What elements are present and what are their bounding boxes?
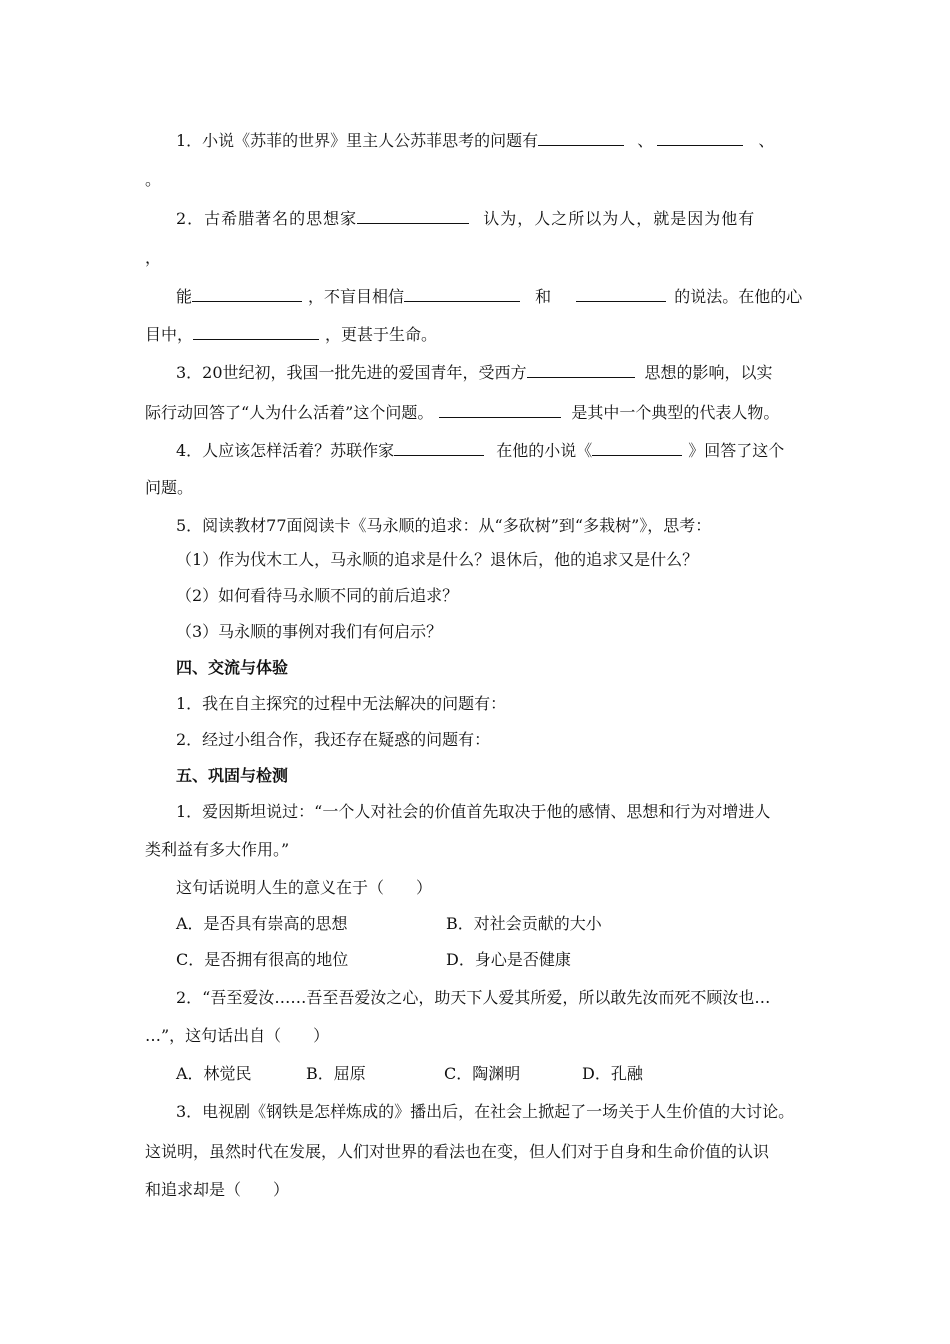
answer-blank[interactable] xyxy=(657,130,743,146)
test-1-line-2: 类利益有多大作用。” xyxy=(145,840,290,859)
test-3-line-3: 和追求却是（ ） xyxy=(145,1180,290,1199)
question-1-text: 1．小说《苏菲的世界》里主人公苏菲思考的问题有 xyxy=(176,131,539,150)
question-5-sub-1: （1）作为伐木工人，马永顺的追求是什么？退休后，他的追求又是什么？ xyxy=(176,550,699,569)
question-4-end: 问题。 xyxy=(145,478,194,497)
section-4-heading: 四、交流与体验 xyxy=(176,658,289,677)
answer-blank[interactable] xyxy=(193,324,319,340)
question-2-line-2 xyxy=(176,286,802,307)
question-2-text: 认为，人之所以为人，就是因为他有 xyxy=(483,209,756,228)
test-2-options xyxy=(176,1064,643,1084)
option-d[interactable]: D．孔融 xyxy=(582,1064,643,1083)
question-2-text: ，不盲目相信 xyxy=(308,287,405,306)
answer-blank[interactable] xyxy=(192,286,302,302)
question-5-sub-2: （2）如何看待马永顺不同的前后追求？ xyxy=(176,586,459,605)
section-5-heading: 五、巩固与检测 xyxy=(176,766,289,785)
question-5-sub-3: （3）马永顺的事例对我们有何启示？ xyxy=(176,622,443,641)
option-d[interactable]: D．身心是否健康 xyxy=(446,950,571,969)
answer-blank[interactable] xyxy=(404,286,520,302)
question-4-text: 》回答了这个 xyxy=(688,441,785,460)
question-2-line-3 xyxy=(145,324,437,345)
option-c[interactable]: C．陶渊明 xyxy=(444,1064,521,1083)
test-1-question: 这句话说明人生的意义在于（ ） xyxy=(176,878,433,897)
test-1-options-row-2 xyxy=(176,950,571,970)
option-a[interactable]: A．林觉民 xyxy=(176,1064,252,1083)
option-b[interactable]: B．对社会贡献的大小 xyxy=(446,914,602,933)
question-1-line xyxy=(176,130,774,151)
answer-blank[interactable] xyxy=(538,130,624,146)
question-2-comma: ， xyxy=(145,248,162,267)
question-2-text: 和 xyxy=(535,287,552,306)
question-3-line xyxy=(176,362,773,383)
question-4-text: 4．人应该怎样活着？苏联作家 xyxy=(176,441,395,460)
separator: 、 xyxy=(637,131,654,150)
option-b[interactable]: B．屈原 xyxy=(306,1064,366,1083)
question-1-end: 。 xyxy=(145,170,162,189)
option-c[interactable]: C．是否拥有很高的地位 xyxy=(176,950,349,969)
section-4-item-1: 1．我在自主探究的过程中无法解决的问题有： xyxy=(176,694,507,713)
answer-blank[interactable] xyxy=(592,440,682,456)
test-3-line-2: 这说明，虽然时代在发展，人们对世界的看法也在变，但人们对于自身和生命价值的认识 xyxy=(145,1142,770,1161)
question-2-text: 的说法。在他的心 xyxy=(674,287,803,306)
test-2-line-2: …”，这句话出自（ ） xyxy=(145,1026,330,1045)
question-4-line xyxy=(176,440,784,461)
question-3-text: 际行动回答了“人为什么活着”这个问题。 xyxy=(145,403,434,422)
answer-blank[interactable] xyxy=(357,208,469,224)
question-2-line xyxy=(176,208,755,229)
question-4-text: 在他的小说《 xyxy=(496,441,593,460)
test-3-line-1: 3．电视剧《钢铁是怎样炼成的》播出后，在社会上掀起了一场关于人生价值的大讨论。 xyxy=(176,1102,795,1121)
answer-blank[interactable] xyxy=(576,286,666,302)
question-3-line-2 xyxy=(145,402,779,423)
test-1-line-1: 1．爱因斯坦说过：“一个人对社会的价值首先取决于他的感情、思想和行为对增进人 xyxy=(176,802,771,821)
question-2-text: 2．古希腊著名的思想家 xyxy=(176,209,358,228)
question-5: 5．阅读教材77面阅读卡《马永顺的追求：从“多砍树”到“多栽树”》，思考： xyxy=(176,516,712,535)
section-4-item-2: 2．经过小组合作，我还存在疑惑的问题有： xyxy=(176,730,491,749)
answer-blank[interactable] xyxy=(439,402,561,418)
question-3-text: 思想的影响，以实 xyxy=(644,363,773,382)
answer-blank[interactable] xyxy=(394,440,484,456)
option-a[interactable]: A．是否具有崇高的思想 xyxy=(176,914,348,933)
question-2-text: ，更甚于生命。 xyxy=(325,325,438,344)
test-1-options-row-1 xyxy=(176,914,602,934)
question-2-text: 目中， xyxy=(145,325,194,344)
question-3-text: 3．20世纪初，我国一批先进的爱国青年，受西方 xyxy=(176,363,527,382)
separator: 、 xyxy=(758,131,775,150)
question-2-text: 能 xyxy=(176,287,193,306)
answer-blank[interactable] xyxy=(527,362,635,378)
test-2-line-1: 2．“吾至爱汝……吾至吾爱汝之心，助天下人爱其所爱，所以敢先汝而死不顾汝也… xyxy=(176,988,771,1007)
question-3-text: 是其中一个典型的代表人物。 xyxy=(571,403,780,422)
